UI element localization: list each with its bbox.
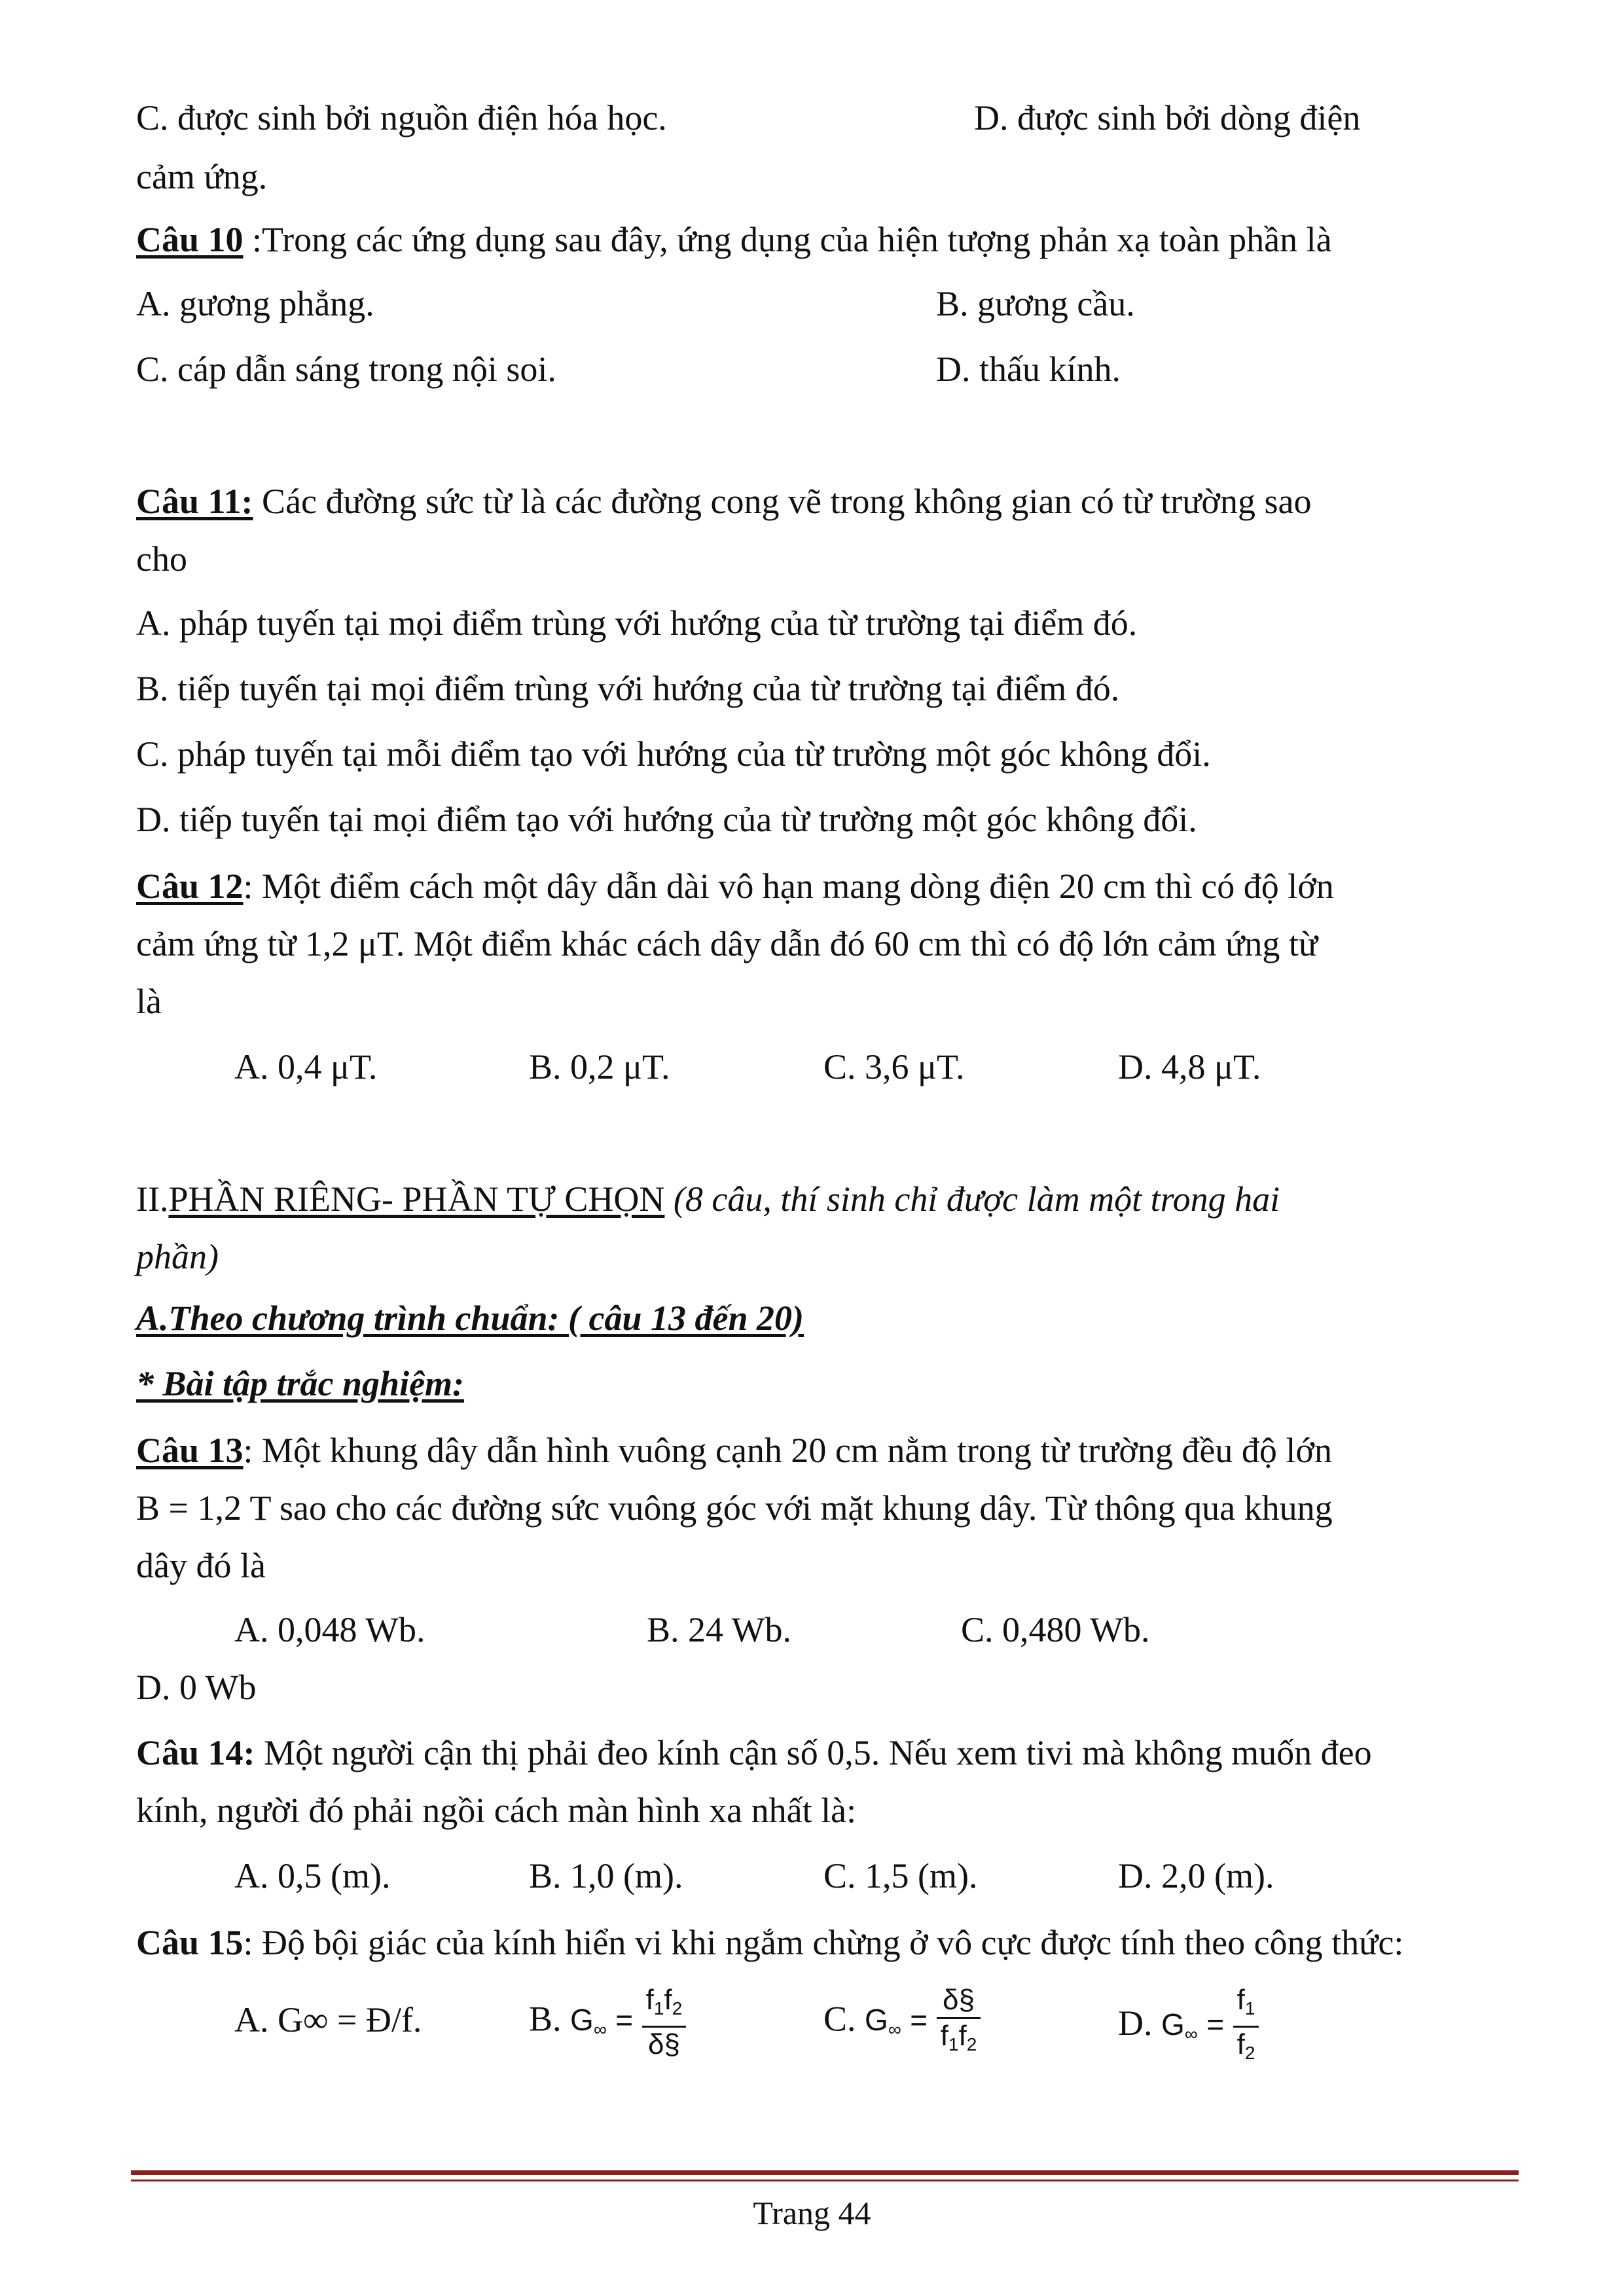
q14-option-a: A. 0,5 (m). [234, 1856, 391, 1895]
q15-option-d-prefix: D. [1118, 2003, 1161, 2043]
q12-option-a: A. 0,4 μT. [234, 1047, 378, 1086]
q12-label: Câu 12 [136, 867, 244, 906]
section-2-title: PHẦN RIÊNG- PHẦN TỰ CHỌN [168, 1179, 665, 1219]
q15-b-equals: = [615, 2003, 634, 2037]
q12-text-1: : Một điểm cách một dây dẫn dài vô hạn mang dòng điện 20 cm thì có độ lớn [243, 867, 1334, 906]
q15-b-fraction: $\frac{f_1f_2}{\delta\S}$ [642, 1983, 687, 2062]
q15-option-b [529, 1983, 686, 2062]
q12-stem-1 [136, 865, 1334, 907]
q12-stem-3: là [136, 982, 162, 1021]
q9-option-d-cont: cảm ứng. [136, 157, 268, 196]
q11-option-d: D. tiếp tuyến tại mọi điểm tạo với hướng của từ trường một góc không đổi. [136, 800, 1197, 839]
q15-label: Câu 15 [136, 1923, 244, 1962]
q11-option-a: A. pháp tuyến tại mọi điểm trùng với hướng của từ trường tại điểm đó. [136, 603, 1138, 643]
q11-stem-1 [136, 480, 1311, 522]
q9-option-c: C. được sinh bởi nguồn điện hóa học. [136, 98, 667, 137]
q13-stem-1 [136, 1429, 1332, 1471]
q15-d-equals: = [1206, 2007, 1225, 2041]
q13-option-d: D. 0 Wb [136, 1668, 257, 1707]
section-2-note-2: phần) [136, 1237, 219, 1276]
q12-option-b: B. 0,2 μT. [529, 1047, 670, 1086]
q10-text: :Trong các ứng dụng sau đây, ứng dụng của hiện tượng phản xạ toàn phần là [243, 220, 1332, 259]
q14-label: Câu 14: [136, 1733, 255, 1772]
q10-label: Câu 10 [136, 220, 244, 259]
section-2-note-1: (8 câu, thí sinh chỉ được làm một trong hai [664, 1179, 1280, 1219]
q15-b-g: $G_\infty$ [570, 2003, 607, 2040]
q10-option-d: D. thấu kính. [936, 350, 1121, 389]
q14-option-b: B. 1,0 (m). [529, 1856, 683, 1895]
q11-text-1: Các đường sức từ là các đường cong vẽ trong không gian có từ trường sao [253, 482, 1312, 521]
q13-option-b: B. 24 Wb. [647, 1610, 792, 1649]
part-a-subtitle: * Bài tập trắc nghiệm: [136, 1364, 465, 1403]
page-number: Trang 44 [753, 2195, 871, 2231]
q15-text: : Độ bội giác của kính hiển vi khi ngắm chừng ở vô cực được tính theo công thức: [243, 1923, 1404, 1962]
q14-text-1: Một người cận thị phải đeo kính cận số 0,5. Nếu xem tivi mà không muốn đeo [255, 1733, 1372, 1772]
q14-option-c: C. 1,5 (m). [823, 1856, 978, 1895]
q10-option-a: A. gương phẳng. [136, 284, 374, 323]
q15-option-b-prefix: B. [529, 1999, 571, 2039]
q11-label: Câu 11: [136, 482, 253, 521]
q11-option-b: B. tiếp tuyến tại mọi điểm trùng với hướng của từ trường tại điểm đó. [136, 669, 1120, 708]
q15-d-fraction: $\frac{f_1}{f_2}$ [1233, 1983, 1259, 2070]
q15-option-a: A. G∞ = Đ/f. [234, 2000, 422, 2039]
q14-stem-2: kính, người đó phải ngồi cách màn hình xa nhất là: [136, 1791, 857, 1830]
q10-option-c: C. cáp dẫn sáng trong nội soi. [136, 350, 556, 389]
q15-c-equals: = [910, 2003, 928, 2037]
q10-option-b: B. gương cầu. [936, 284, 1135, 323]
q13-text-1: : Một khung dây dẫn hình vuông cạnh 20 cm nằm trong từ trường đều độ lớn [243, 1431, 1332, 1470]
part-a-title: A.Theo chương trình chuẩn: ( câu 13 đến 20) [136, 1299, 804, 1338]
q12-option-c: C. 3,6 μT. [823, 1047, 965, 1086]
q15-d-g: $G_\infty$ [1161, 2007, 1198, 2044]
q13-option-a: A. 0,048 Wb. [234, 1610, 425, 1649]
footer-rule-thick [131, 2170, 1519, 2175]
q9-option-d: D. được sinh bởi dòng điện [974, 98, 1361, 137]
q13-option-c: C. 0,480 Wb. [961, 1610, 1150, 1649]
q15-c-fraction: $\frac{\delta\S}{f_1f_2}$ [937, 1983, 981, 2062]
q10-stem [136, 219, 1332, 260]
footer-rule-thin [131, 2179, 1519, 2181]
q13-label: Câu 13 [136, 1431, 244, 1470]
q11-option-c: C. pháp tuyến tại mỗi điểm tạo với hướng của từ trường một góc không đổi. [136, 734, 1211, 774]
q13-stem-2: B = 1,2 T sao cho các đường sức vuông góc với mặt khung dây. Từ thông qua khung [136, 1488, 1333, 1528]
q15-c-g: $G_\infty$ [865, 2003, 901, 2040]
q15-option-c [823, 1983, 981, 2062]
q11-stem-2: cho [136, 539, 187, 579]
q15-option-c-prefix: C. [823, 1999, 865, 2039]
section-2-prefix: II. [136, 1179, 169, 1219]
q12-stem-2: cảm ứng từ 1,2 μT. Một điểm khác cách dây dẫn đó 60 cm thì có độ lớn cảm ứng từ [136, 924, 1318, 963]
q12-option-d: D. 4,8 μT. [1118, 1047, 1261, 1086]
q15-option-d [1118, 1983, 1259, 2070]
q14-option-d: D. 2,0 (m). [1118, 1856, 1274, 1895]
q13-stem-3: dây đó là [136, 1546, 266, 1585]
section-2-heading [136, 1178, 1280, 1220]
q14-stem-1 [136, 1732, 1372, 1774]
q15-stem [136, 1922, 1403, 1964]
